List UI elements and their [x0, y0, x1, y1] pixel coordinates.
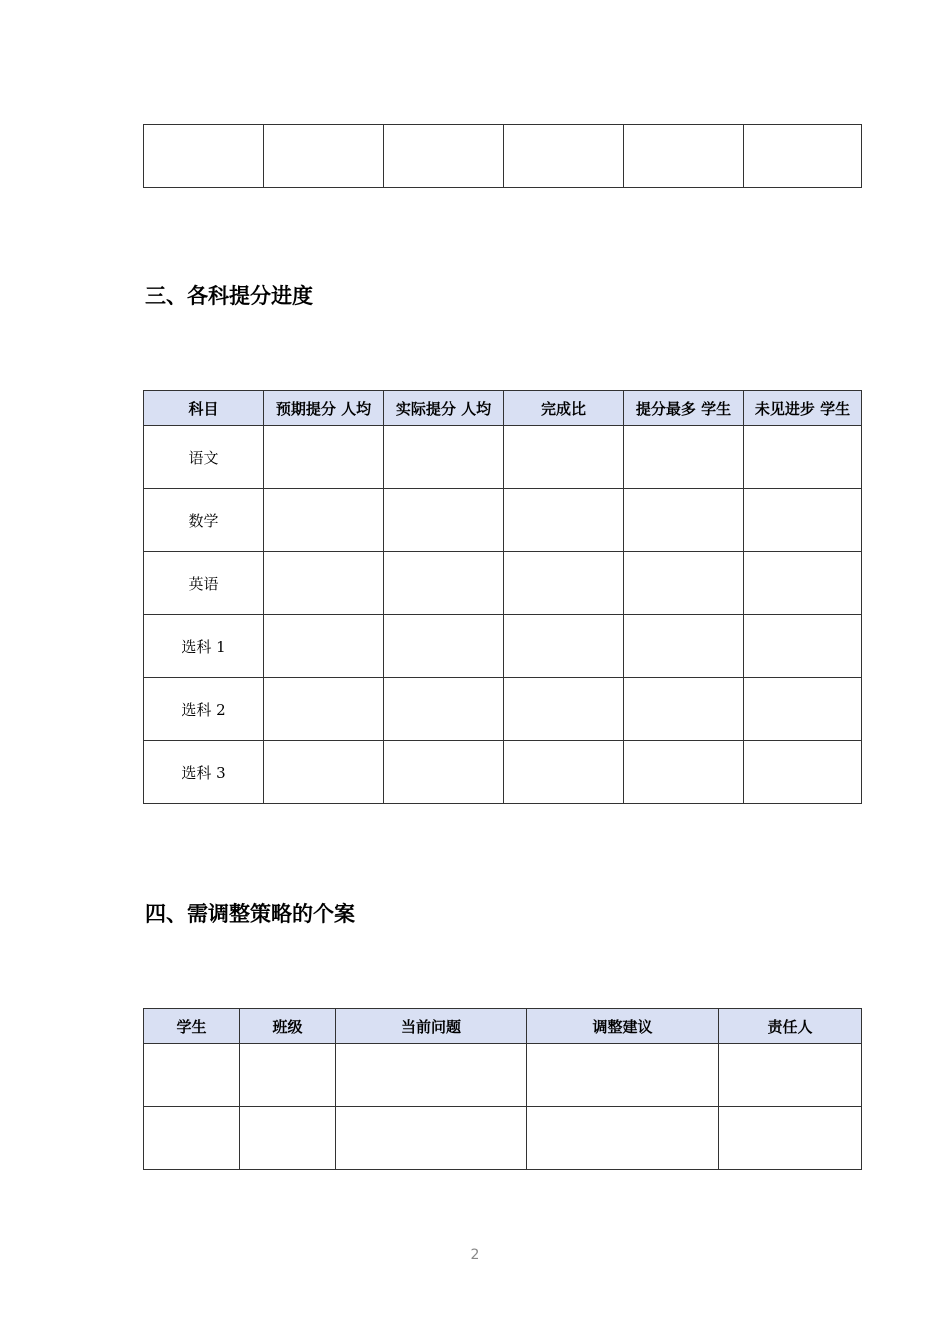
page-number: 2: [470, 1247, 480, 1263]
subject-cell: 选科 2: [144, 678, 264, 741]
table-cell: [144, 1107, 240, 1170]
table-cell: [504, 552, 624, 615]
table-row: [144, 552, 862, 615]
table-cell: [744, 678, 862, 741]
column-header-no-progress: 未见进步 学生: [744, 391, 862, 426]
column-header-responsible-person: 责任人: [719, 1009, 862, 1044]
subject-cell: 语文: [144, 426, 264, 489]
table-cell: [384, 489, 504, 552]
table-row: [144, 1107, 862, 1170]
table-cell: [264, 426, 384, 489]
table-row: [144, 678, 862, 741]
table-cell: [504, 741, 624, 804]
table-cell: [624, 678, 744, 741]
table-cell: [264, 489, 384, 552]
table-row: [144, 426, 862, 489]
table-row: [144, 1044, 862, 1107]
table-cell: [744, 615, 862, 678]
table-cell: [744, 489, 862, 552]
table-row: [144, 125, 862, 188]
column-header-top-improver: 提分最多 学生: [624, 391, 744, 426]
table-header-row: [144, 391, 862, 426]
table-row: [144, 615, 862, 678]
table-cell: [504, 615, 624, 678]
table-cell: [264, 741, 384, 804]
column-header-actual-gain: 实际提分 人均: [384, 391, 504, 426]
table-cell: [240, 1044, 336, 1107]
table-cell: [744, 125, 862, 188]
column-header-expected-gain: 预期提分 人均: [264, 391, 384, 426]
column-header-student: 学生: [144, 1009, 240, 1044]
table-cell: [384, 552, 504, 615]
table-cell: [504, 125, 624, 188]
section4-heading: 四、需调整策略的个案: [145, 902, 355, 926]
table-cell: [144, 125, 264, 188]
column-header-subject: 科目: [144, 391, 264, 426]
table-cell: [744, 741, 862, 804]
column-header-current-issue: 当前问题: [336, 1009, 527, 1044]
table-cell: [336, 1107, 527, 1170]
table-cell: [624, 489, 744, 552]
table-cell: [240, 1107, 336, 1170]
table-cell: [336, 1044, 527, 1107]
column-header-class: 班级: [240, 1009, 336, 1044]
table-cell: [384, 678, 504, 741]
table-cell: [384, 741, 504, 804]
table-cell: [264, 678, 384, 741]
table-cell: [624, 426, 744, 489]
table-cell: [527, 1044, 719, 1107]
subject-cell: 英语: [144, 552, 264, 615]
table-header-row: [144, 1009, 862, 1044]
table-cell: [504, 489, 624, 552]
column-header-completion-ratio: 完成比: [504, 391, 624, 426]
table-cell: [504, 426, 624, 489]
table-cell: [384, 125, 504, 188]
table-row: [144, 741, 862, 804]
case-adjustment-table: [143, 1008, 862, 1170]
subject-progress-table: [143, 390, 862, 804]
table-cell: [624, 741, 744, 804]
column-header-adjustment-suggestion: 调整建议: [527, 1009, 719, 1044]
table-cell: [624, 615, 744, 678]
table-cell: [624, 125, 744, 188]
table-cell: [504, 678, 624, 741]
table-cell: [264, 125, 384, 188]
table-cell: [719, 1044, 862, 1107]
table-cell: [527, 1107, 719, 1170]
subject-cell: 数学: [144, 489, 264, 552]
subject-cell: 选科 1: [144, 615, 264, 678]
table-cell: [719, 1107, 862, 1170]
table-cell: [144, 1044, 240, 1107]
section3-heading: 三、各科提分进度: [145, 284, 313, 308]
table-cell: [384, 615, 504, 678]
table-cell: [744, 426, 862, 489]
table-cell: [624, 552, 744, 615]
subject-cell: 选科 3: [144, 741, 264, 804]
table-cell: [384, 426, 504, 489]
table-cell: [744, 552, 862, 615]
table-row: [144, 489, 862, 552]
top-continuation-table: [143, 124, 862, 188]
table-cell: [264, 552, 384, 615]
table-cell: [264, 615, 384, 678]
